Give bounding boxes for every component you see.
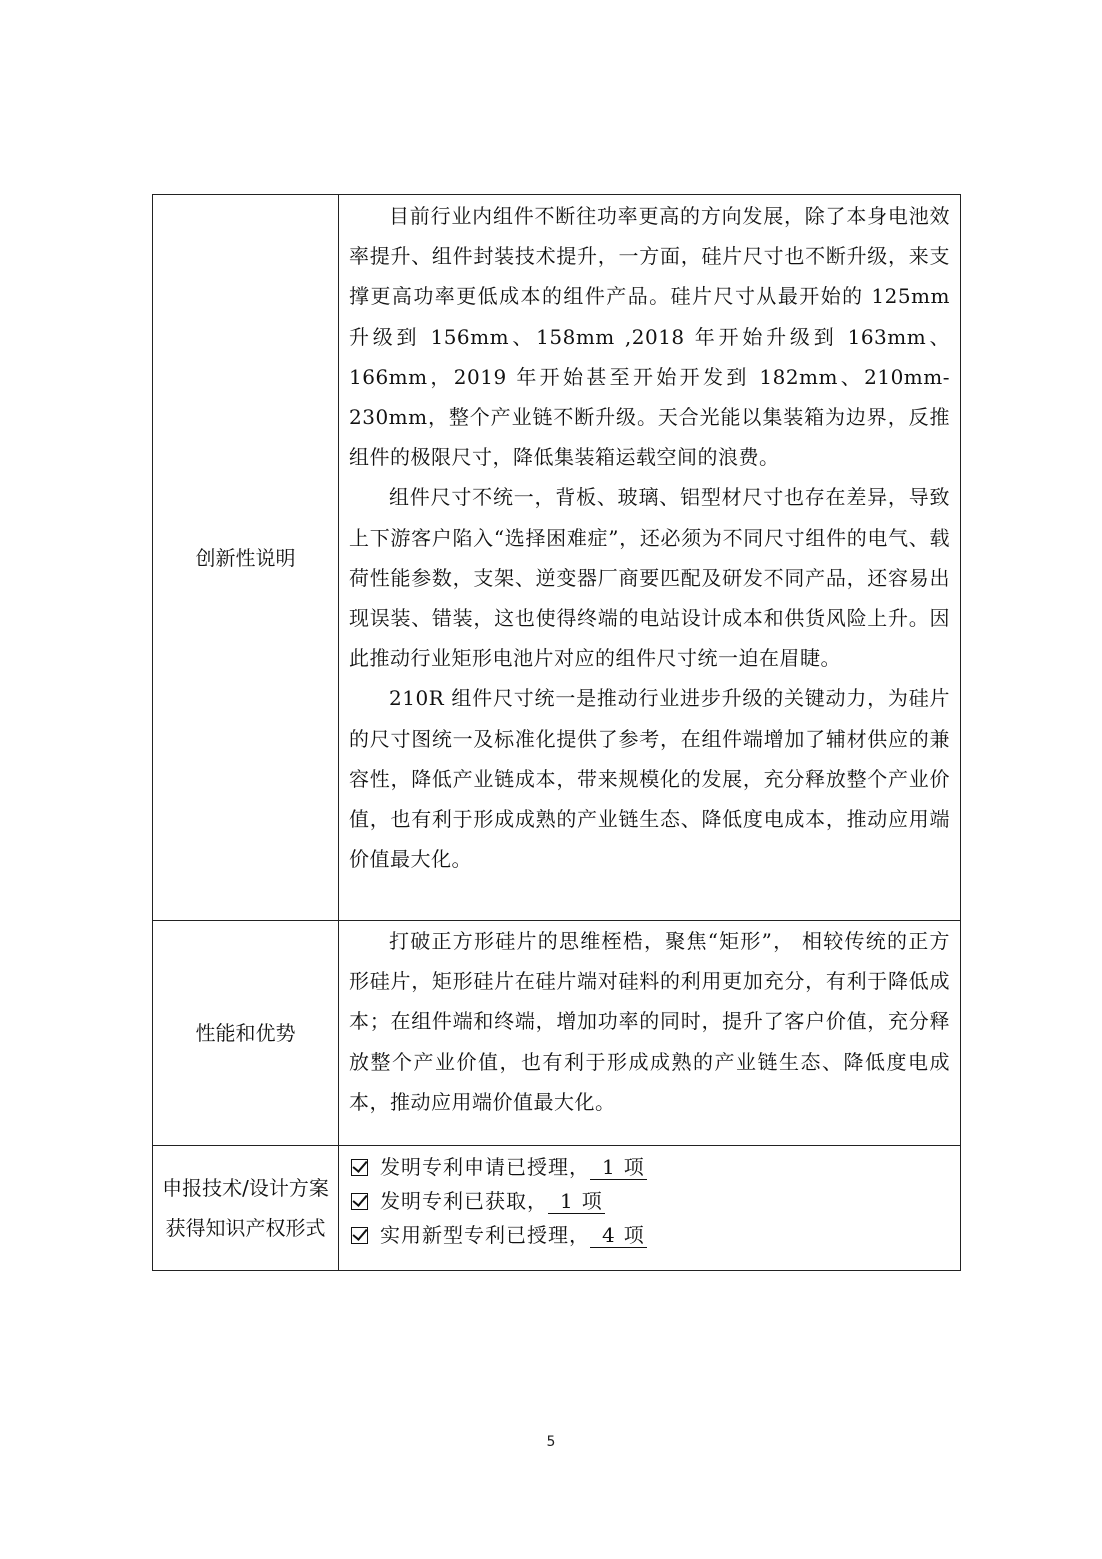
performance-row	[153, 921, 961, 1146]
ip-label: 申报技术/设计方案获得知识产权形式	[153, 1146, 339, 1271]
page-number: 5	[546, 1434, 556, 1450]
performance-content	[339, 921, 961, 1146]
innovation-paragraph-1: 目前行业内组件不断往功率更高的方向发展，除了本身电池效率提升、组件封装技术提升，一方面，硅片尺寸也不断升级，来支撑更高功率更低成本的组件产品。硅片尺寸从最开始的 125mm 升级到 156mm、158mm ,2018 年开始升级到 163mm、166mm，2019 年开始甚至开始开发到 182mm、210mm-230mm，整个产业链不断升级。天合光能以集装箱为边界，反推组件的极限尺寸，降低集装箱运载空间的浪费。	[349, 204, 950, 470]
innovation-row	[153, 195, 961, 921]
ip-item-count: 1	[602, 1154, 616, 1179]
ip-item-unit: 项	[623, 1154, 645, 1179]
ip-item-text: 实用新型专利已授理，	[380, 1223, 590, 1247]
innovation-paragraph-2: 组件尺寸不统一，背板、玻璃、铝型材尺寸也存在差异，导致上下游客户陷入“选择困难症”，还必须为不同尺寸组件的电气、载荷性能参数，支架、逆变器厂商要匹配及研发不同产品，还容易出现误装、错装，这也使得终端的电站设计成本和供货风险上升。因此推动行业矩形电池片对应的组件尺寸统一迫在眉睫。	[349, 485, 950, 671]
checked-checkbox-icon[interactable]	[351, 1159, 368, 1176]
ip-item-count-field	[548, 1189, 605, 1214]
ip-content	[339, 1146, 961, 1271]
ip-row	[153, 1146, 961, 1271]
ip-item-unit: 项	[581, 1188, 603, 1213]
checked-checkbox-icon[interactable]	[351, 1193, 368, 1210]
innovation-content	[339, 195, 961, 921]
ip-item	[349, 1184, 950, 1218]
ip-item-count: 1	[560, 1188, 574, 1213]
ip-item-count-field	[590, 1223, 647, 1248]
ip-item-count-field	[590, 1155, 647, 1180]
performance-paragraph-1: 打破正方形硅片的思维桎梏，聚焦“矩形”， 相较传统的正方形硅片，矩形硅片在硅片端对硅料的利用更加充分，有利于降低成本；在组件端和终端，增加功率的同时，提升了客户价值，充分释放整个产业价值，也有利于形成成熟的产业链生态、降低度电成本，推动应用端价值最大化。	[349, 929, 950, 1114]
innovation-label: 创新性说明	[153, 195, 339, 921]
performance-label: 性能和优势	[153, 921, 339, 1146]
checked-checkbox-icon[interactable]	[351, 1227, 368, 1244]
ip-item-count: 4	[602, 1222, 616, 1247]
ip-item-text: 发明专利申请已授理，	[380, 1155, 590, 1179]
ip-item-unit: 项	[623, 1222, 645, 1247]
declaration-form-table	[152, 194, 961, 1271]
innovation-paragraph-3: 210R 组件尺寸统一是推动行业进步升级的关键动力，为硅片的尺寸图统一及标准化提供了参考，在组件端增加了辅材供应的兼容性，降低产业链成本，带来规模化的发展，充分释放整个产业价值，也有利于形成成熟的产业链生态、降低度电成本，推动应用端价值最大化。	[349, 686, 950, 872]
ip-item	[349, 1150, 950, 1184]
ip-item	[349, 1218, 950, 1252]
ip-item-text: 发明专利已获取，	[380, 1189, 548, 1213]
